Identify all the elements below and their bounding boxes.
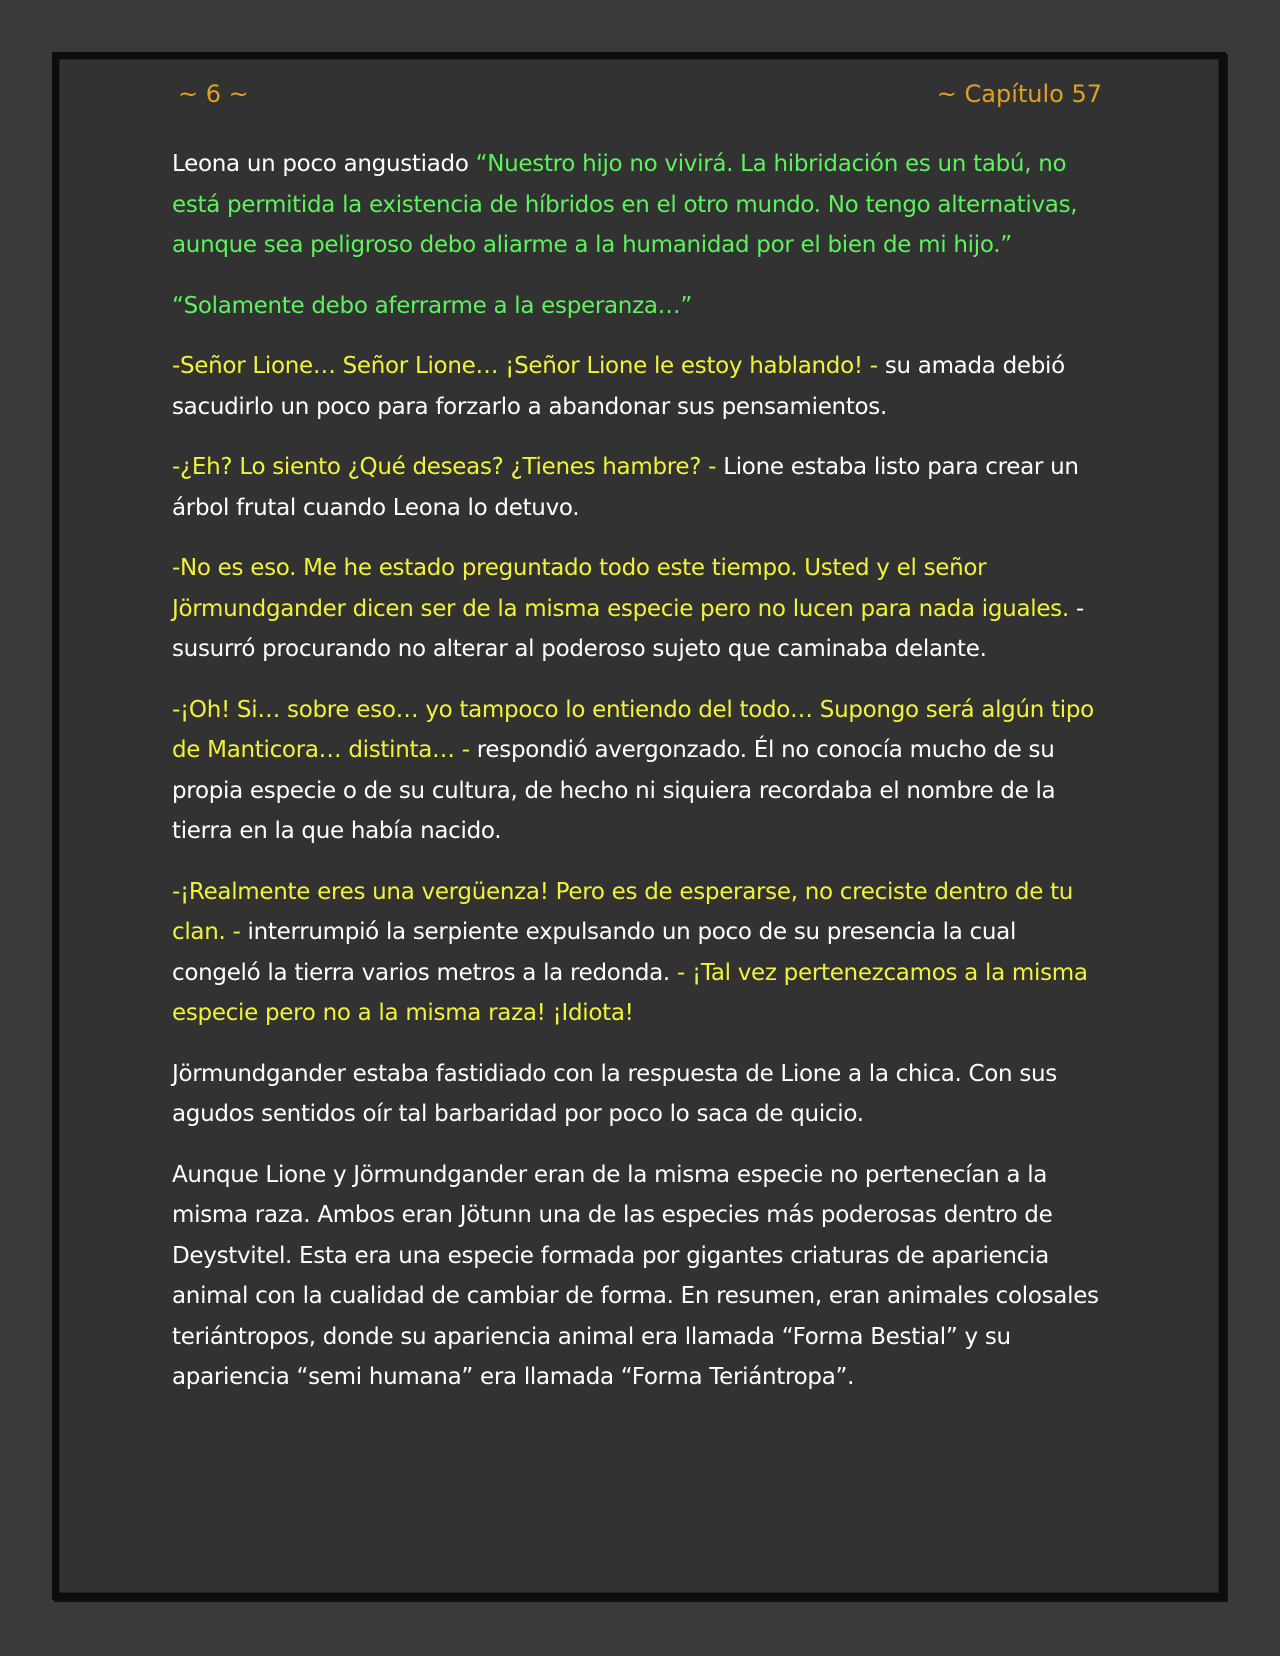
paragraph [172, 548, 1102, 670]
page-number: ~ 6 ~ [178, 80, 249, 108]
paragraph [172, 346, 1102, 427]
narration-text: respondió avergonzado. Él no conocía mucho de su propia especie o de su cultura, de hecho ni siquiera recordaba el nombre de la tierra en la que había nacido. [172, 737, 1056, 844]
chapter-title: ~ Capítulo 57 [936, 80, 1102, 108]
dialogue-text: -¡Realmente eres una vergüenza! Pero es de esperarse, no creciste dentro de tu clan. - [172, 878, 1074, 945]
paragraph [172, 447, 1102, 528]
chapter-body [172, 144, 1102, 1398]
narration-text: interrumpió la serpiente expulsando un poco de su presencia la cual congeló la tierra varios metros a la redonda. [172, 919, 1017, 986]
dialogue-text: -¿Eh? Lo siento ¿Qué deseas? ¿Tienes hambre? - [172, 454, 724, 480]
page-content [172, 70, 1102, 1418]
paragraph [172, 1155, 1102, 1398]
dialogue-text: -Señor Lione… Señor Lione… ¡Señor Lione le estoy hablando! - [172, 353, 885, 379]
paragraph [172, 690, 1102, 852]
thought-text: “Solamente debo aferrarme a la esperanza…” [172, 292, 692, 319]
narration-text: su amada debió sacudirlo un poco para forzarlo a abandonar sus pensamientos. [172, 353, 1065, 420]
thought-text: “Nuestro hijo no vivirá. La hibridación es un tabú, no está permitida la existencia de híbridos en el otro mundo. No tengo alternativas, aunque sea peligroso debo aliarme a la humanidad por el bien de mi hijo.” [172, 151, 1078, 258]
narration-text: Jörmundgander estaba fastidiado con la respuesta de Lione a la chica. Con sus agudos sentidos oír tal barbaridad por poco lo saca de quicio. [172, 1060, 1057, 1127]
narration-text: Aunque Lione y Jörmundgander eran de la misma especie no pertenecían a la misma raza. Ambos eran Jötunn una de las especies más poderosas dentro de Deystvitel. Esta era una especie formada por gigantes criaturas de apariencia animal con la cualidad de cambiar de forma. En resumen, eran animales colosales teriántropos, donde su apariencia animal era llamada “Forma Bestial” y su apariencia “semi humana” era llamada “Forma Teriántropa”. [172, 1161, 1099, 1390]
narration-text: Lione estaba listo para crear un árbol frutal cuando Leona lo detuvo. [172, 454, 1079, 521]
paragraph [172, 286, 1102, 327]
narration-text: - susurró procurando no alterar al poderoso sujeto que caminaba delante. [172, 595, 1084, 662]
dialogue-text: -No es eso. Me he estado preguntado todo este tiempo. Usted y el señor Jörmundgander dicen ser de la misma especie pero no lucen para nada iguales. [172, 555, 1076, 622]
paragraph [172, 872, 1102, 1034]
paragraph [172, 144, 1102, 266]
dialogue-text: - ¡Tal vez pertenezcamos a la misma especie pero no a la misma raza! ¡Idiota! [172, 959, 1088, 1026]
page-header [172, 70, 1102, 118]
dialogue-text: -¡Oh! Si… sobre eso… yo tampoco lo entiendo del todo… Supongo será algún tipo de Manticora… distinta… - [172, 696, 1094, 763]
paragraph [172, 1054, 1102, 1135]
narration-text: Leona un poco angustiado [172, 151, 476, 177]
